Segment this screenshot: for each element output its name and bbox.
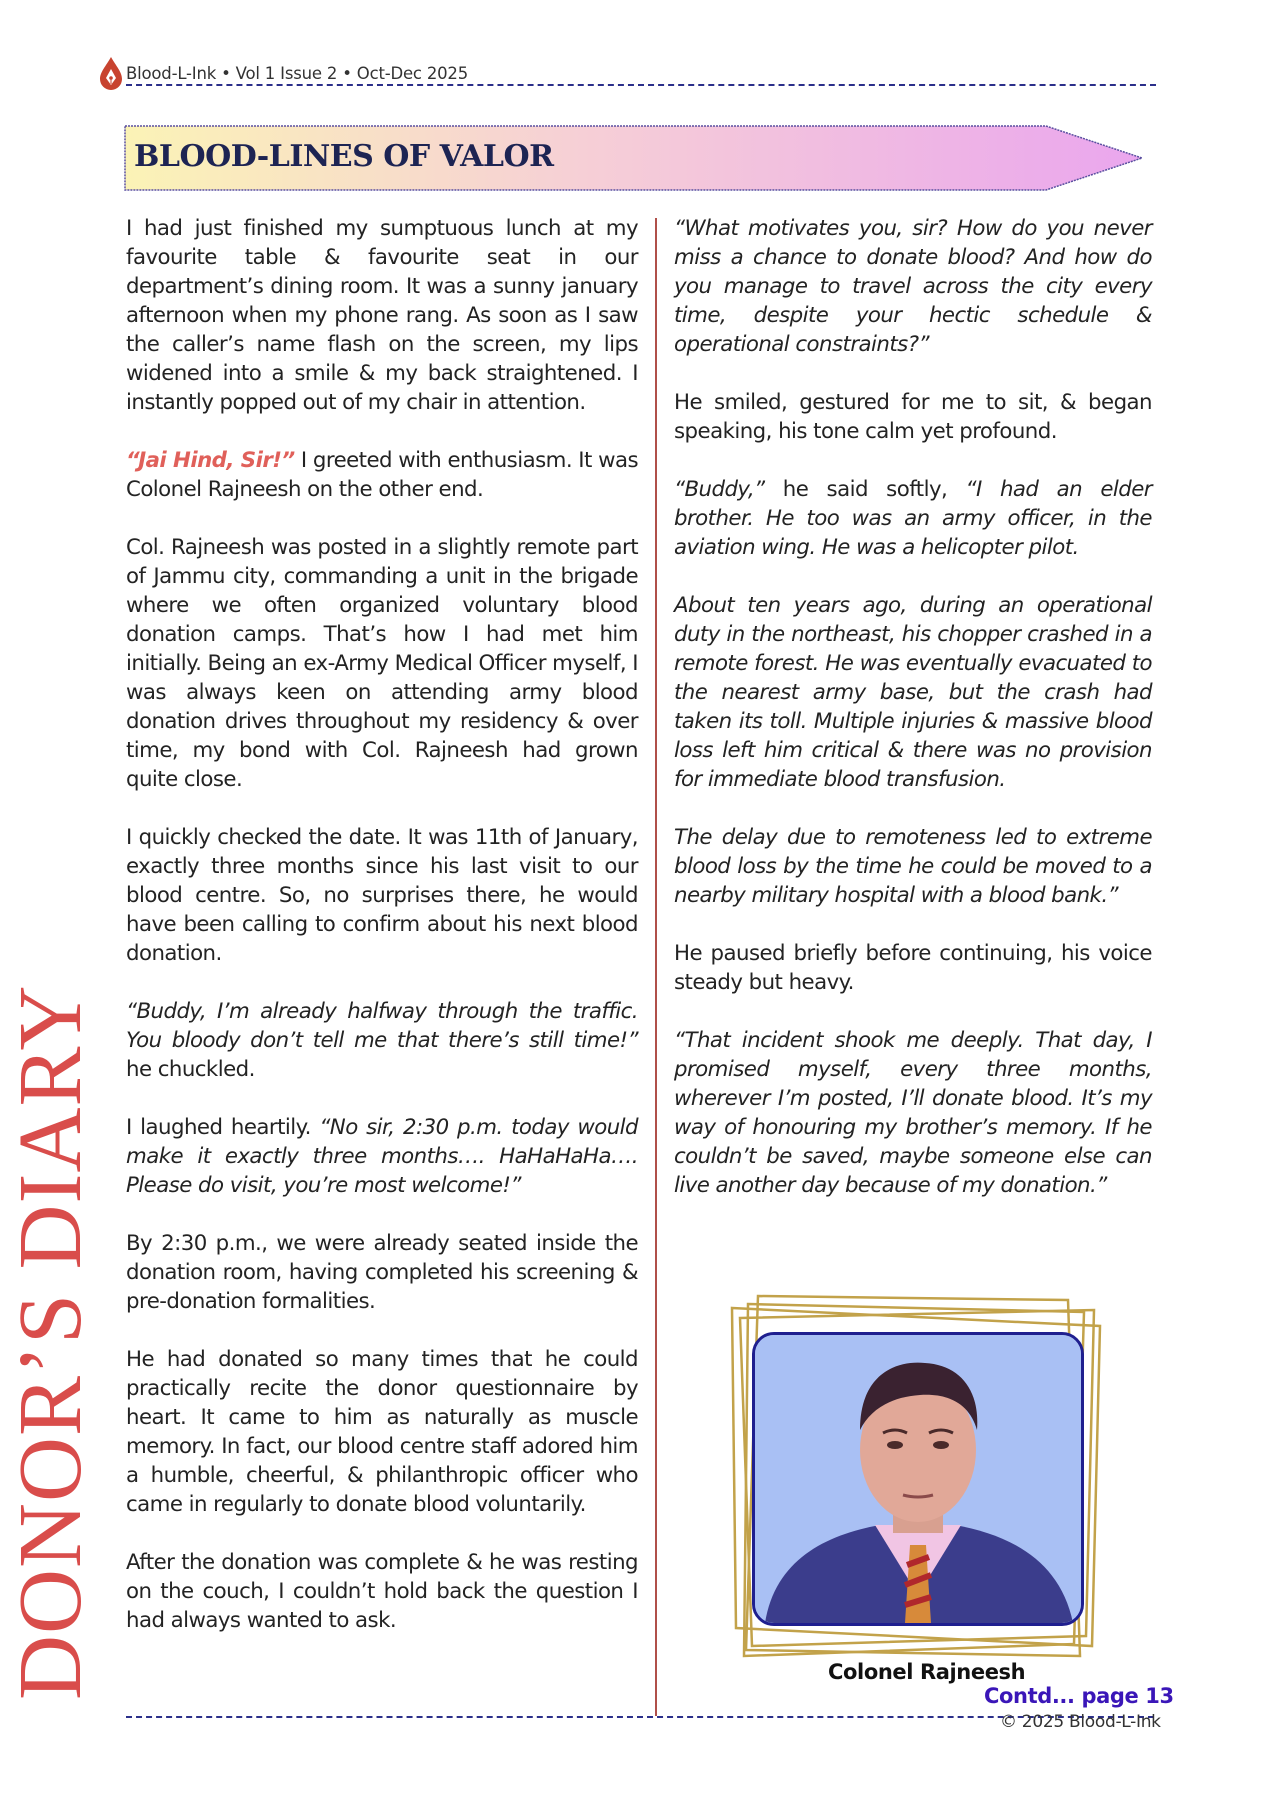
- section-title-banner: [124, 124, 1144, 192]
- quote: “Buddy, I’m already halfway through the traffic. You bloody don’t tell me that there’s still time!”: [126, 999, 638, 1053]
- greeting-quote: “Jai Hind, Sir!”: [126, 448, 295, 473]
- paragraph: [674, 475, 1152, 562]
- quote-paragraph: “What motivates you, sir? How do you never miss a chance to donate blood? And how do you manage to travel across the city every time, despite your hectic schedule & operational constraints?”: [674, 216, 1152, 357]
- quote-paragraph: The delay due to remoteness led to extreme blood loss by the time he could be moved to a nearby military hospital with a blood bank.”: [674, 825, 1152, 908]
- portrait-photo: [752, 1332, 1084, 1626]
- article-left-column: [126, 214, 638, 1664]
- paragraph: [126, 1113, 638, 1200]
- continued-link[interactable]: Contd... page 13: [984, 1684, 1174, 1708]
- paragraph: [126, 997, 638, 1084]
- header-divider: [126, 84, 1156, 86]
- quote: “No sir, 2:30 p.m. today would make it exactly three months…. HaHaHaHa…. Please do visit, you’re most welcome!”: [126, 1115, 638, 1198]
- section-label-vertical: [1, 984, 106, 1700]
- paragraph-text: I greeted with enthusiasm. It was Colonel Rajneesh on the other end.: [126, 448, 638, 502]
- quote-paragraph: About ten years ago, during an operational duty in the northeast, his chopper crashed in a remote forest. He was eventually evacuated to the nearest army base, but the crash had taken its toll. Multiple injuries & massive blood loss left him critical & there was no provision for immediate blood transfusion.: [674, 593, 1152, 792]
- paragraph: By 2:30 p.m., we were already seated inside the donation room, having completed his screening & pre-donation formalities.: [126, 1231, 638, 1314]
- paragraph: I had just finished my sumptuous lunch at my favourite table & favourite seat in our department’s dining room. It was a sunny january afternoon when my phone rang. As soon as I saw the caller’s name flash on the screen, my lips widened into a smile & my back straightened. I instantly popped out of my chair in attention.: [126, 216, 638, 415]
- paragraph: [126, 446, 638, 504]
- section-label-text: DONOR’S DIARY: [1, 984, 100, 1700]
- paragraph-text: he said softly,: [764, 477, 966, 502]
- quote: “I had an elder brother. He too was an army officer, in the aviation wing. He was a helicopter pilot.: [674, 477, 1152, 560]
- paragraph: After the donation was complete & he was resting on the couch, I couldn’t hold back the question I had always wanted to ask.: [126, 1550, 638, 1633]
- column-divider: [655, 218, 657, 1716]
- portrait-figure: [728, 1284, 1106, 1670]
- paragraph-text: he chuckled.: [126, 1057, 255, 1082]
- person-portrait-illustration: [755, 1335, 1081, 1623]
- publication-meta: Blood-L-Ink • Vol 1 Issue 2 • Oct-Dec 2025: [126, 64, 469, 83]
- paragraph: He had donated so many times that he could practically recite the donor questionnaire by heart. It came to him as naturally as muscle memory. In fact, our blood centre staff adored him a humble, cheerful, & philanthropic officer who came in regularly to donate blood voluntarily.: [126, 1347, 638, 1517]
- blood-drop-pen-nib-icon: [98, 56, 124, 90]
- masthead: [96, 54, 1156, 88]
- paragraph: He paused briefly before continuing, his voice steady but heavy.: [674, 941, 1152, 995]
- paragraph: I quickly checked the date. It was 11th of January, exactly three months since his last visit to our blood centre. So, no surprises there, he would have been calling to confirm about his next blood donation.: [126, 825, 638, 966]
- paragraph: Col. Rajneesh was posted in a slightly remote part of Jammu city, commanding a unit in the brigade where we often organized voluntary blood donation camps. That’s how I had met him initially. Being an ex-Army Medical Officer myself, I was always keen on attending army blood donation drives throughout my residency & over time, my bond with Col. Rajneesh had grown quite close.: [126, 535, 638, 792]
- paragraph-text: I laughed heartily.: [126, 1115, 320, 1140]
- article-right-column: [674, 214, 1152, 1229]
- paragraph: He smiled, gestured for me to sit, & began speaking, his tone calm yet profound.: [674, 390, 1152, 444]
- copyright-notice: © 2025 Blood-L-Ink: [1000, 1712, 1161, 1732]
- photo-caption: Colonel Rajneesh: [828, 1660, 1026, 1684]
- page-title: BLOOD-LINES OF VALOR: [134, 139, 554, 174]
- quote: “Buddy,”: [674, 477, 765, 502]
- quote-paragraph: “That incident shook me deeply. That day, I promised myself, every three months, wherever I’m posted, I’ll donate blood. It’s my way of honouring my brother’s memory. If he couldn’t be saved, maybe someone else can live another day because of my donation.”: [674, 1028, 1152, 1198]
